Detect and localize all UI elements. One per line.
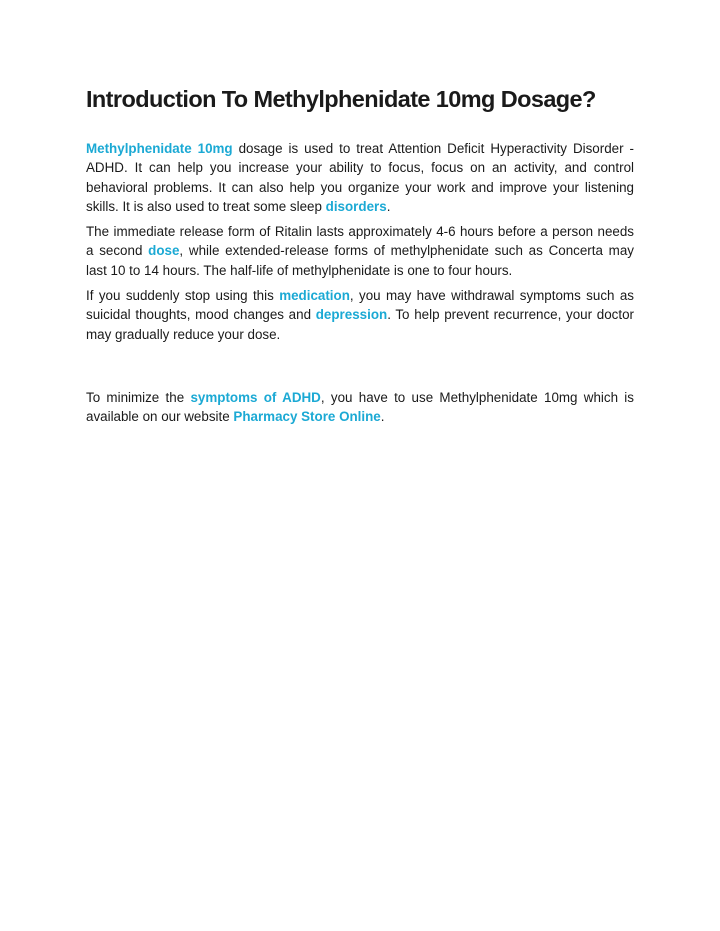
link-dose[interactable]: dose: [148, 243, 180, 259]
link-depression[interactable]: depression: [315, 307, 388, 323]
link-medication[interactable]: medication: [279, 288, 350, 304]
link-symptoms-of-adhd[interactable]: symptoms of ADHD: [190, 389, 321, 405]
paragraph-withdrawal: [86, 286, 634, 344]
link-methylphenidate-10mg[interactable]: Methylphenidate 10mg: [86, 141, 233, 156]
paragraph-release-end: , while extended-release forms of methylphenidate such as Concerta may last 10 to 14 hours. The half-life of methylphenidate is one to four hours.: [86, 243, 634, 278]
paragraph-release-text: The immediate release form of Ritalin lasts approximately 4-6 hours before a person needs a second: [86, 224, 634, 259]
paragraph-intro-end: .: [386, 198, 391, 214]
paragraph-minimize-end: .: [380, 409, 385, 425]
paragraph-release-forms: [86, 222, 634, 280]
paragraph-withdrawal-end: . To help prevent recurrence, your doctor may gradually reduce your dose.: [86, 307, 634, 342]
paragraph-minimize-middle: , you have to use Methylphenidate 10mg which is available on our website: [86, 389, 634, 425]
paragraph-withdrawal-text: If you suddenly stop using this: [86, 288, 280, 304]
paragraph-minimize-text: To minimize the: [86, 389, 191, 405]
link-disorders[interactable]: disorders: [325, 198, 387, 214]
link-pharmacy-store-online[interactable]: Pharmacy Store Online: [233, 409, 381, 425]
article-body: [86, 84, 634, 427]
paragraph-withdrawal-middle: , you may have withdrawal symptoms such as suicidal thoughts, mood changes and: [86, 288, 634, 323]
paragraph-intro-text: dosage is used to treat Attention Deficit Hyperactivity Disorder - ADHD. It can help you increase your ability to focus, focus on an activity, and control behavioral problems. It can also help you organize your work and improve your listening skills. It is also used to treat some sleep: [86, 141, 634, 214]
paragraph-minimize-symptoms: [86, 388, 634, 427]
page-title: Introduction To Methylphenidate 10mg Dosage?: [86, 86, 596, 112]
paragraph-intro: [86, 139, 634, 216]
